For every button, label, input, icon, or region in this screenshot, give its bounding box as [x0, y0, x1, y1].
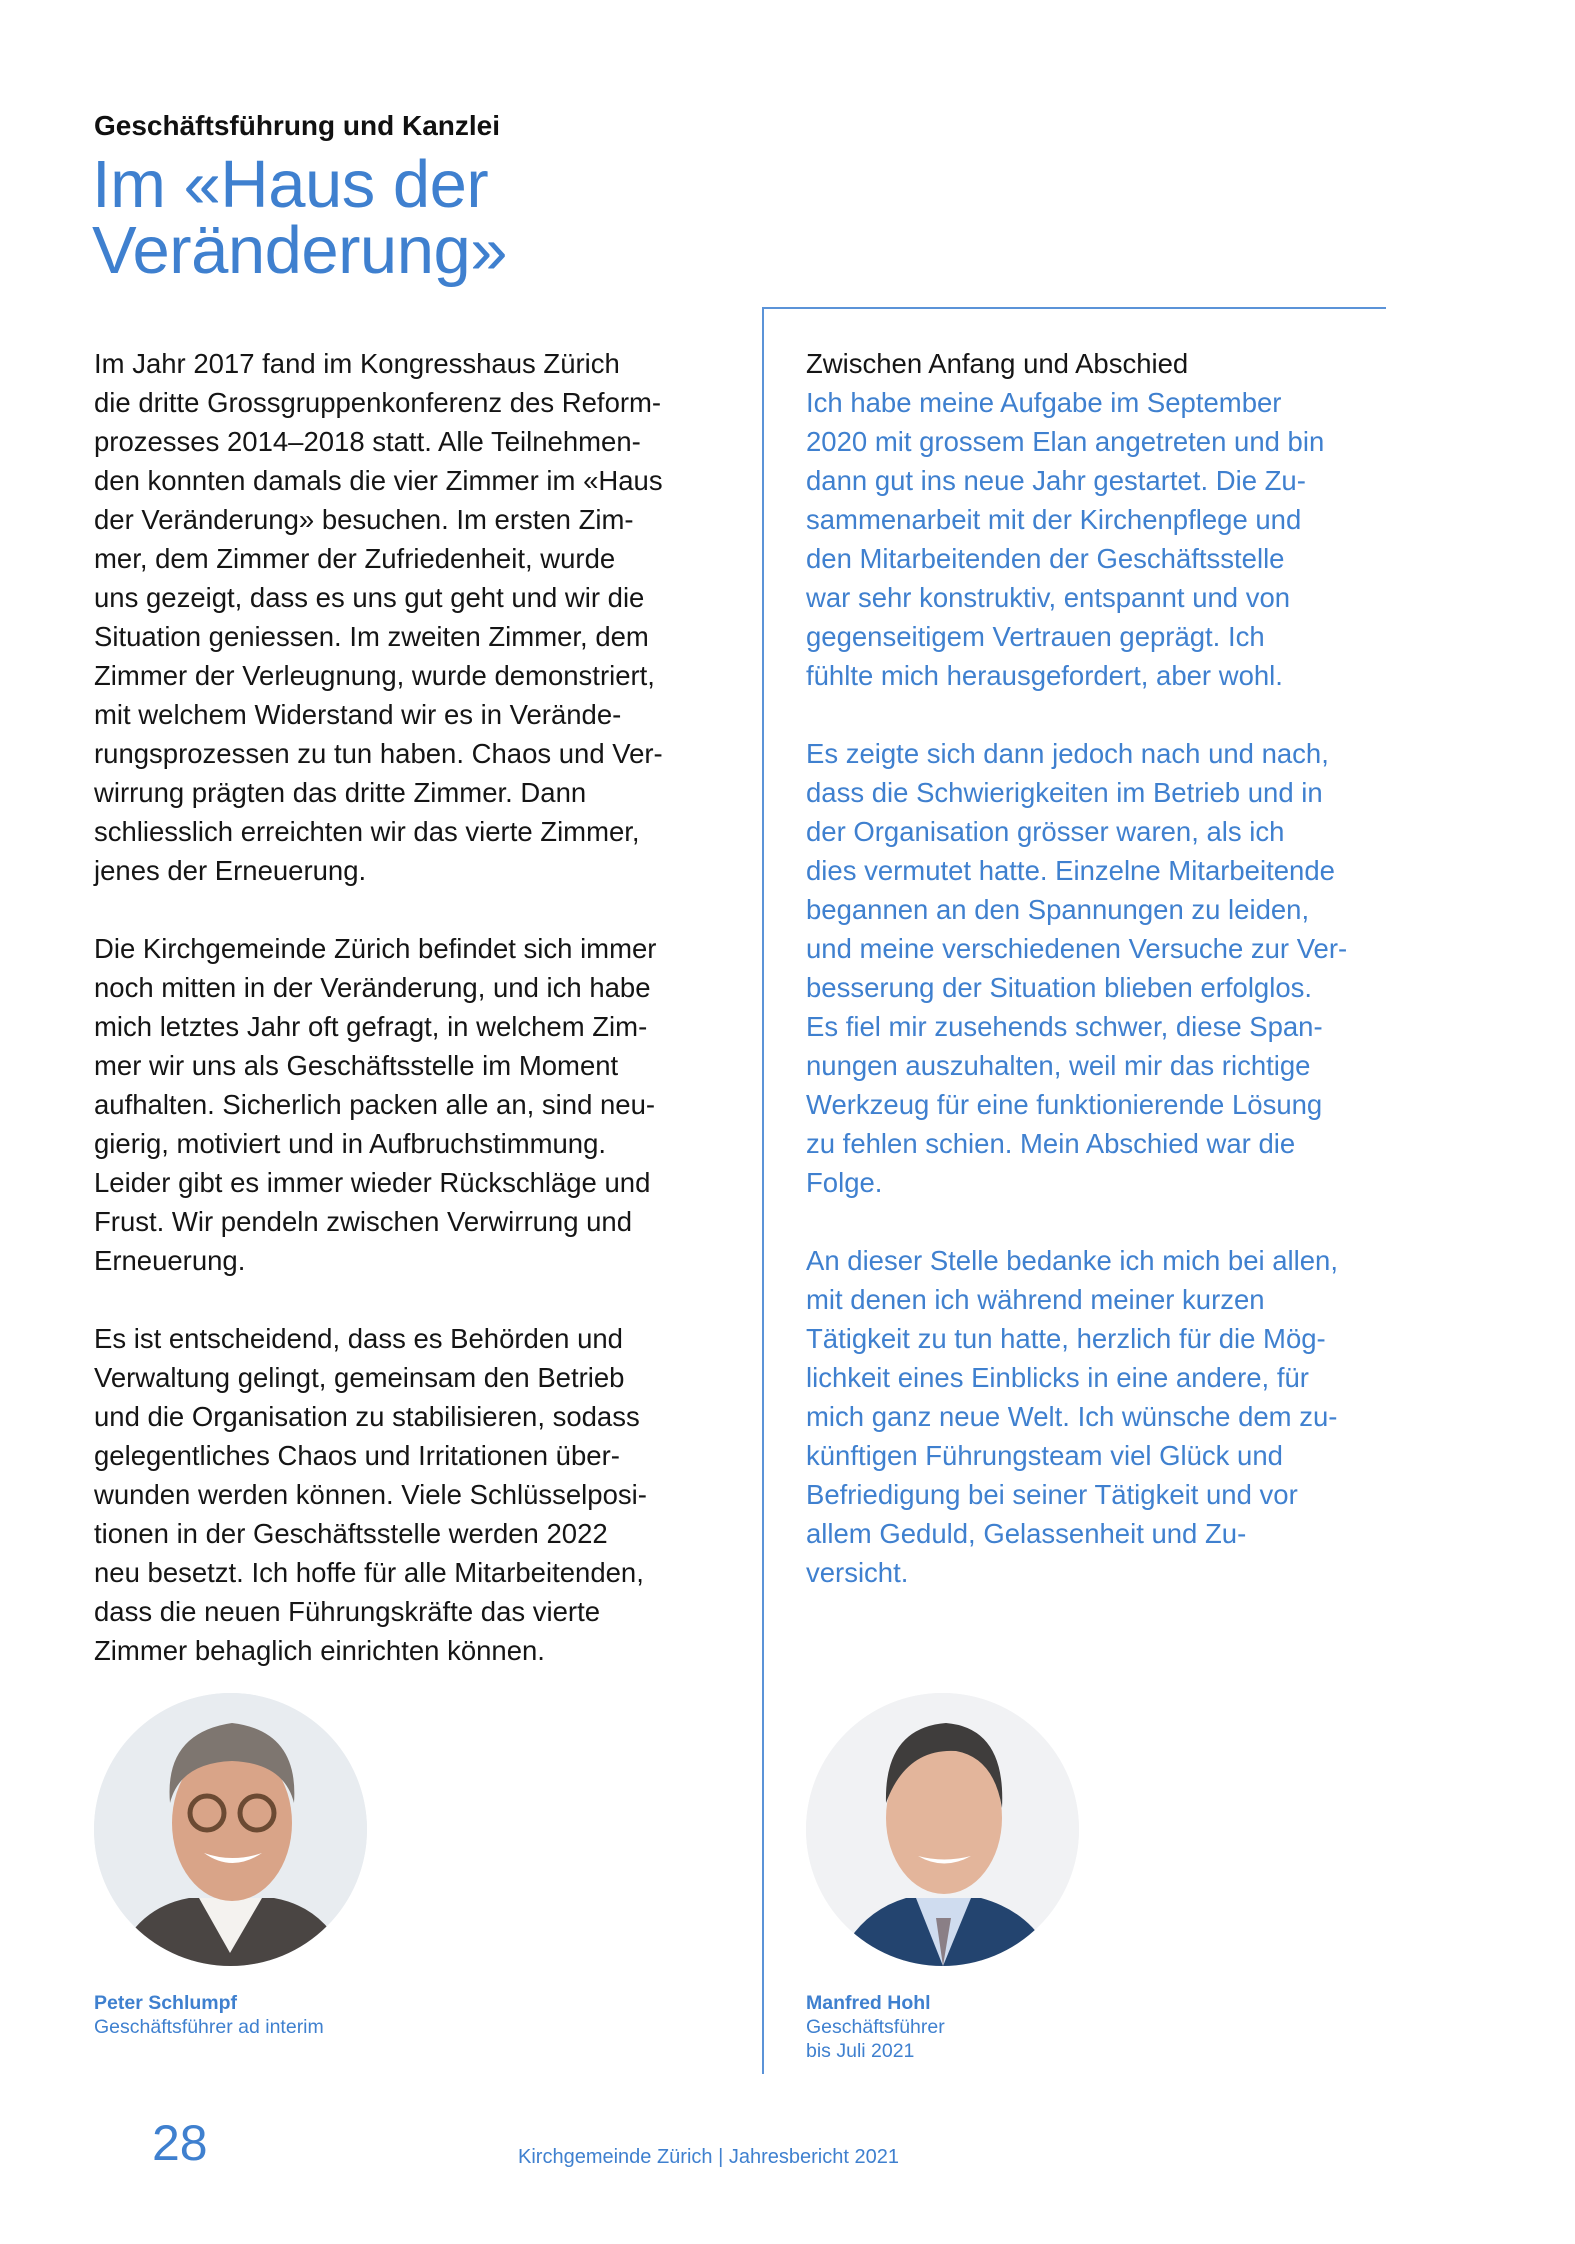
portrait-photo-peter-schlumpf — [94, 1693, 367, 1966]
portrait-caption-manfred-hohl — [806, 1991, 945, 2063]
sidebar-frame-top-rule — [762, 307, 1386, 309]
body-text-line: Zimmer behaglich einrichten können. — [94, 1635, 545, 1666]
sidebar-frame-left-rule — [762, 307, 764, 2074]
body-text-line: mich letztes Jahr oft gefragt, in welchem Zim- — [94, 1011, 648, 1042]
body-text-line: Leider gibt es immer wieder Rückschläge und — [94, 1167, 651, 1198]
body-text-line: Zimmer der Verleugnung, wurde demonstriert, — [94, 660, 655, 691]
body-text-line: neu besetzt. Ich hoffe für alle Mitarbeitenden, — [94, 1557, 644, 1588]
portrait-caption-peter-schlumpf — [94, 1991, 324, 2039]
body-text-line: An dieser Stelle bedanke ich mich bei allen, — [806, 1245, 1338, 1276]
paragraph-spacer — [94, 890, 663, 929]
body-text-line: Die Kirchgemeinde Zürich befindet sich immer — [94, 933, 657, 964]
body-text-line: mer, dem Zimmer der Zufriedenheit, wurde — [94, 543, 616, 574]
body-text-line: Tätigkeit zu tun hatte, herzlich für die Mög- — [806, 1323, 1326, 1354]
body-text-line: jenes der Erneuerung. — [94, 855, 367, 886]
body-text-line: gegenseitigem Vertrauen geprägt. Ich — [806, 621, 1265, 652]
body-text-line: wunden werden können. Viele Schlüsselposi- — [94, 1479, 647, 1510]
body-text-line: dass die neuen Führungskräfte das vierte — [94, 1596, 600, 1627]
publication-footer: Kirchgemeinde Zürich | Jahresbericht 2021 — [518, 2146, 899, 2168]
body-text-line: mit denen ich während meiner kurzen — [806, 1284, 1265, 1315]
body-text-line: tionen in der Geschäftsstelle werden 2022 — [94, 1518, 608, 1549]
body-text-line: prozesses 2014–2018 statt. Alle Teilnehmen- — [94, 426, 641, 457]
body-text-line: gelegentliches Chaos und Irritationen über- — [94, 1440, 620, 1471]
body-text-line: fühlte mich herausgefordert, aber wohl. — [806, 660, 1283, 691]
body-text-line: allem Geduld, Gelassenheit und Zu- — [806, 1518, 1247, 1549]
person-role: Geschäftsführer — [806, 2016, 945, 2038]
body-text-line: Situation geniessen. Im zweiten Zimmer, dem — [94, 621, 649, 652]
body-text-line: versicht. — [806, 1557, 909, 1588]
body-text-line: Werkzeug für eine funktionierende Lösung — [806, 1089, 1323, 1120]
body-text-line: besserung der Situation blieben erfolglos. — [806, 972, 1313, 1003]
page-title-line: Veränderung» — [92, 213, 507, 288]
body-text-line: rungsprozessen zu tun haben. Chaos und Ver- — [94, 738, 663, 769]
body-text-line: Erneuerung. — [94, 1245, 246, 1276]
body-text-line: aufhalten. Sicherlich packen alle an, sind neu- — [94, 1089, 656, 1120]
body-text-line: war sehr konstruktiv, entspannt und von — [806, 582, 1291, 613]
body-text-line: Es zeigte sich dann jedoch nach und nach, — [806, 738, 1329, 769]
body-text-line: mer wir uns als Geschäftsstelle im Moment — [94, 1050, 619, 1081]
paragraph-spacer — [806, 1202, 1347, 1241]
body-text-line: Ich habe meine Aufgabe im September — [806, 387, 1282, 418]
body-text-line: zu fehlen schien. Mein Abschied war die — [806, 1128, 1296, 1159]
page-number: 28 — [152, 2115, 208, 2171]
portrait-photo-manfred-hohl — [806, 1693, 1079, 1966]
paragraph-spacer — [806, 695, 1347, 734]
body-text-line: noch mitten in der Veränderung, und ich habe — [94, 972, 651, 1003]
body-text-line: nungen auszuhalten, weil mir das richtige — [806, 1050, 1311, 1081]
right-body-column — [806, 344, 1347, 1592]
body-text-line: und die Organisation zu stabilisieren, sodass — [94, 1401, 640, 1432]
page-title — [92, 147, 507, 288]
body-text-line: begannen an den Spannungen zu leiden, — [806, 894, 1310, 925]
person-name: Manfred Hohl — [806, 1992, 931, 2014]
body-text-line: Folge. — [806, 1167, 883, 1198]
body-text-line: dann gut ins neue Jahr gestartet. Die Zu- — [806, 465, 1306, 496]
section-kicker: Geschäftsführung und Kanzlei — [94, 110, 501, 141]
body-text-line: gierig, motiviert und in Aufbruchstimmung. — [94, 1128, 607, 1159]
body-text-line: den konnten damals die vier Zimmer im «Haus — [94, 465, 663, 496]
body-text-line: lichkeit eines Einblicks in eine andere, für — [806, 1362, 1309, 1393]
body-text-line: und meine verschiedenen Versuche zur Ver- — [806, 933, 1348, 964]
body-text-line: uns gezeigt, dass es uns gut geht und wir die — [94, 582, 645, 613]
body-text-line: die dritte Grossgruppenkonferenz des Reform- — [94, 387, 662, 418]
person-portrait-icon — [94, 1693, 367, 1966]
body-text-line: 2020 mit grossem Elan angetreten und bin — [806, 426, 1325, 457]
body-text-line: der Organisation grösser waren, als ich — [806, 816, 1285, 847]
body-text-line: künftigen Führungsteam viel Glück und — [806, 1440, 1283, 1471]
body-text-line: der Veränderung» besuchen. Im ersten Zim- — [94, 504, 634, 535]
body-text-line: wirrung prägten das dritte Zimmer. Dann — [94, 777, 587, 808]
body-text-line: dass die Schwierigkeiten im Betrieb und in — [806, 777, 1323, 808]
person-portrait-icon — [806, 1693, 1079, 1966]
body-text-line: mit welchem Widerstand wir es in Verände- — [94, 699, 622, 730]
body-text-line: Frust. Wir pendeln zwischen Verwirrung und — [94, 1206, 633, 1237]
page-title-line: Im «Haus der — [92, 147, 489, 222]
body-text-line: schliesslich erreichten wir das vierte Zimmer, — [94, 816, 640, 847]
person-role-period: bis Juli 2021 — [806, 2040, 915, 2062]
body-text-line: mich ganz neue Welt. Ich wünsche dem zu- — [806, 1401, 1338, 1432]
paragraph-spacer — [94, 1280, 663, 1319]
person-name: Peter Schlumpf — [94, 1992, 238, 2014]
body-text-line: den Mitarbeitenden der Geschäftsstelle — [806, 543, 1285, 574]
body-text-line: Im Jahr 2017 fand im Kongresshaus Zürich — [94, 348, 620, 379]
body-text-line: dies vermutet hatte. Einzelne Mitarbeitende — [806, 855, 1335, 886]
right-column-heading: Zwischen Anfang und Abschied — [806, 348, 1189, 379]
body-text-line: Befriedigung bei seiner Tätigkeit und vor — [806, 1479, 1298, 1510]
person-role: Geschäftsführer ad interim — [94, 2016, 324, 2038]
body-text-line: Verwaltung gelingt, gemeinsam den Betrieb — [94, 1362, 625, 1393]
body-text-line: Es ist entscheidend, dass es Behörden und — [94, 1323, 623, 1354]
body-text-line: Es fiel mir zusehends schwer, diese Span- — [806, 1011, 1323, 1042]
body-text-line: sammenarbeit mit der Kirchenpflege und — [806, 504, 1302, 535]
left-body-column — [94, 344, 663, 1670]
